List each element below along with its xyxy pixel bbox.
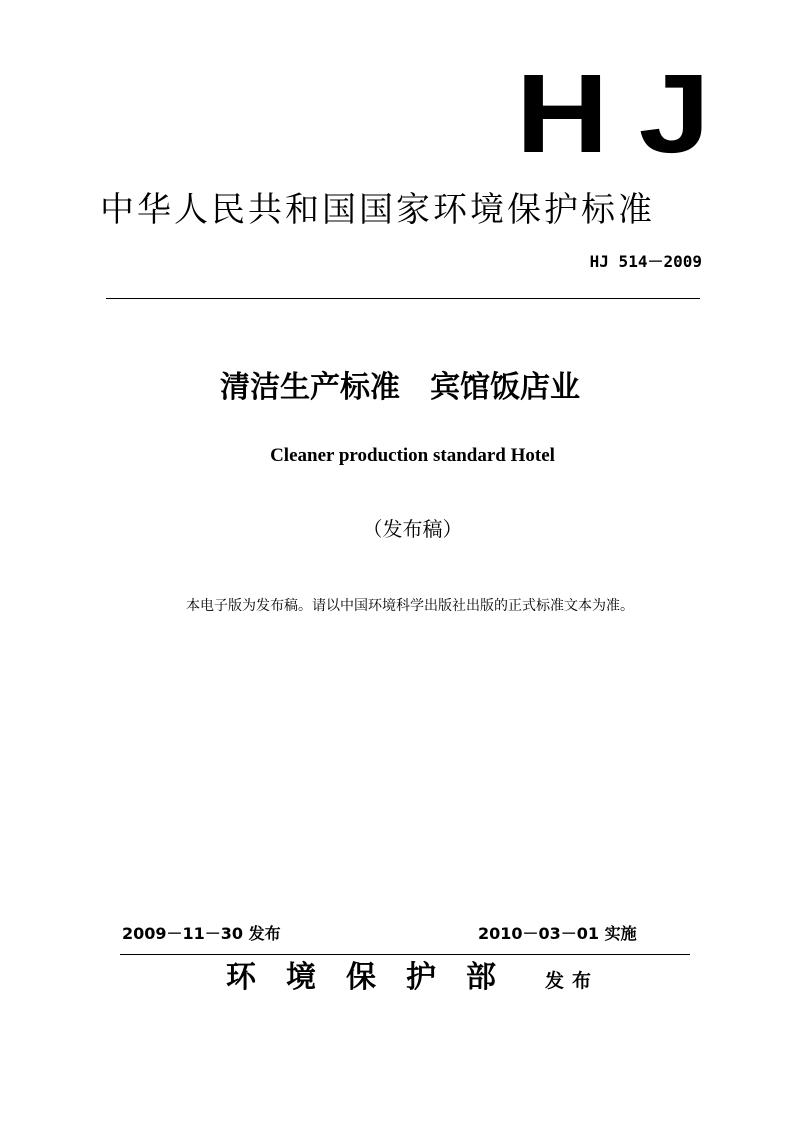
- document-title: 清洁生产标准 宾馆饭店业: [220, 370, 580, 405]
- issue-date: 2009－11－30 发布: [122, 924, 281, 943]
- effective-date: 2010－03－01 实施: [478, 924, 637, 943]
- footer-divider: [120, 954, 690, 955]
- standard-category-title: 中华人民共和国国家环境保护标准: [100, 190, 655, 230]
- electronic-version-notice: 本电子版为发布稿。请以中国环境科学出版社出版的正式标准文本为准。: [186, 598, 634, 614]
- draft-label: （发布稿）: [362, 517, 463, 541]
- publish-label: 发布: [545, 970, 600, 992]
- header-divider: [106, 298, 700, 299]
- standard-number: HJ 514－2009: [589, 252, 702, 271]
- issuing-ministry: 环境保护部: [226, 960, 526, 995]
- document-title-english: Cleaner production standard Hotel: [270, 445, 555, 466]
- hj-logo: HJ: [515, 51, 740, 176]
